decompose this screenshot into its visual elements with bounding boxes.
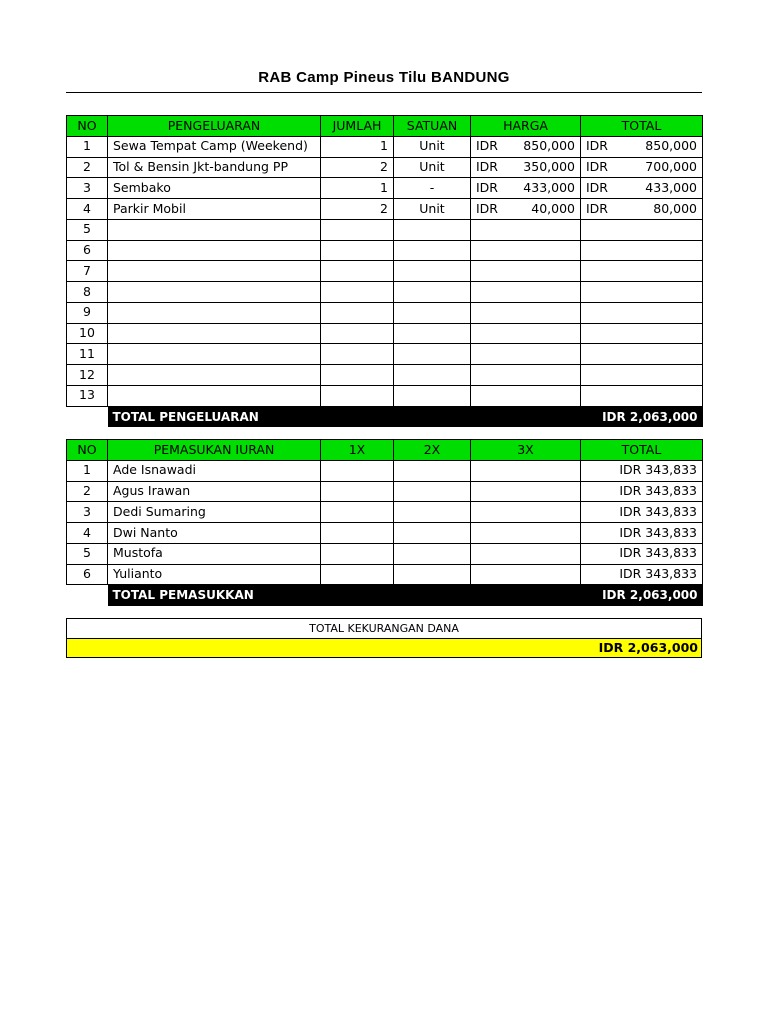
payment-1x — [321, 523, 394, 544]
income-total-label: TOTAL PEMASUKKAN — [108, 585, 581, 606]
row-number: 7 — [67, 261, 108, 282]
expense-total — [581, 323, 703, 344]
row-number: 9 — [67, 302, 108, 323]
contribution-total: IDR 343,833 — [581, 481, 703, 502]
payment-2x — [394, 481, 471, 502]
expense-qty — [321, 240, 394, 261]
expense-item: Parkir Mobil — [108, 199, 321, 220]
payment-1x — [321, 564, 394, 585]
payment-2x — [394, 460, 471, 481]
income-row — [67, 564, 703, 585]
expense-row — [67, 240, 703, 261]
contributor-name: Ade Isnawadi — [108, 460, 321, 481]
expense-row — [67, 178, 703, 199]
payment-1x — [321, 460, 394, 481]
expense-total — [581, 157, 703, 178]
header-3x: 3X — [471, 440, 581, 461]
payment-1x — [321, 502, 394, 523]
expense-row — [67, 199, 703, 220]
price-value: 433,000 — [523, 179, 575, 195]
expense-unit: Unit — [394, 136, 471, 157]
payment-2x — [394, 564, 471, 585]
expense-price — [471, 178, 581, 199]
income-total-value: IDR 2,063,000 — [581, 585, 703, 606]
expense-row — [67, 385, 703, 406]
expense-unit: Unit — [394, 157, 471, 178]
expense-unit — [394, 385, 471, 406]
payment-2x — [394, 502, 471, 523]
title-underline — [66, 92, 702, 93]
expense-row — [67, 323, 703, 344]
expense-item — [108, 323, 321, 344]
currency-label: IDR — [586, 159, 608, 175]
expense-price — [471, 302, 581, 323]
contributor-name: Agus Irawan — [108, 481, 321, 502]
currency-label: IDR — [476, 138, 498, 154]
expense-item: Sewa Tempat Camp (Weekend) — [108, 136, 321, 157]
expense-unit — [394, 302, 471, 323]
price-value: 40,000 — [531, 200, 575, 216]
expense-row — [67, 302, 703, 323]
row-number: 2 — [67, 481, 108, 502]
expense-total — [581, 344, 703, 365]
expense-item — [108, 240, 321, 261]
row-number: 5 — [67, 543, 108, 564]
row-number: 6 — [67, 240, 108, 261]
currency-label: IDR — [586, 179, 608, 195]
expense-qty: 1 — [321, 178, 394, 199]
expense-price — [471, 136, 581, 157]
document-title: RAB Camp Pineus Tilu BANDUNG — [258, 69, 510, 86]
contribution-total: IDR 343,833 — [581, 523, 703, 544]
expense-unit — [394, 282, 471, 303]
expense-item — [108, 282, 321, 303]
income-row — [67, 460, 703, 481]
row-number: 3 — [67, 178, 108, 199]
price-value: 350,000 — [523, 159, 575, 175]
expense-price — [471, 261, 581, 282]
expense-item — [108, 302, 321, 323]
expense-row — [67, 365, 703, 386]
header-no: NO — [67, 116, 108, 137]
expense-price — [471, 199, 581, 220]
total-value: 80,000 — [653, 200, 697, 216]
expense-item — [108, 365, 321, 386]
header-no: NO — [67, 440, 108, 461]
shortfall-box — [66, 618, 702, 658]
row-number: 8 — [67, 282, 108, 303]
total-value: 850,000 — [645, 138, 697, 154]
expense-item: Tol & Bensin Jkt-bandung PP — [108, 157, 321, 178]
currency-label: IDR — [476, 159, 498, 175]
expense-row — [67, 157, 703, 178]
header-unit: SATUAN — [394, 116, 471, 137]
expense-qty — [321, 385, 394, 406]
payment-3x — [471, 502, 581, 523]
expense-total — [581, 385, 703, 406]
expense-row — [67, 282, 703, 303]
expense-qty: 2 — [321, 157, 394, 178]
contributor-name: Dwi Nanto — [108, 523, 321, 544]
currency-label: IDR — [476, 200, 498, 216]
expense-unit — [394, 240, 471, 261]
expense-total — [581, 178, 703, 199]
header-price: HARGA — [471, 116, 581, 137]
expense-total — [581, 261, 703, 282]
expense-total — [581, 199, 703, 220]
expense-qty: 2 — [321, 199, 394, 220]
header-qty: JUMLAH — [321, 116, 394, 137]
contributor-name: Yulianto — [108, 564, 321, 585]
header-item: PEMASUKAN IURAN — [108, 440, 321, 461]
expense-price — [471, 240, 581, 261]
expense-row — [67, 344, 703, 365]
expense-unit — [394, 219, 471, 240]
currency-label: IDR — [586, 138, 608, 154]
expense-item — [108, 261, 321, 282]
expense-qty — [321, 323, 394, 344]
expense-total-label: TOTAL PENGELUARAN — [108, 406, 581, 427]
expense-price — [471, 385, 581, 406]
expense-row — [67, 219, 703, 240]
shortfall-label: TOTAL KEKURANGAN DANA — [67, 619, 701, 639]
row-number: 6 — [67, 564, 108, 585]
row-number: 3 — [67, 502, 108, 523]
expense-price — [471, 282, 581, 303]
header-2x: 2X — [394, 440, 471, 461]
expense-price — [471, 344, 581, 365]
header-1x: 1X — [321, 440, 394, 461]
row-number: 12 — [67, 365, 108, 386]
payment-1x — [321, 543, 394, 564]
expense-item — [108, 385, 321, 406]
expense-qty: 1 — [321, 136, 394, 157]
expense-unit: - — [394, 178, 471, 199]
expense-qty — [321, 282, 394, 303]
expense-unit — [394, 323, 471, 344]
expense-item: Sembako — [108, 178, 321, 199]
contribution-total: IDR 343,833 — [581, 543, 703, 564]
income-row — [67, 481, 703, 502]
row-number: 10 — [67, 323, 108, 344]
expense-qty — [321, 219, 394, 240]
spacer-cell — [67, 585, 108, 606]
contributor-name: Dedi Sumaring — [108, 502, 321, 523]
contributor-name: Mustofa — [108, 543, 321, 564]
row-number: 5 — [67, 219, 108, 240]
payment-1x — [321, 481, 394, 502]
expense-table — [66, 115, 703, 427]
expense-unit: Unit — [394, 199, 471, 220]
expense-header-row — [67, 116, 703, 137]
income-total-row — [67, 585, 703, 606]
expense-qty — [321, 302, 394, 323]
total-value: 433,000 — [645, 179, 697, 195]
expense-total-row — [67, 406, 703, 427]
expense-qty — [321, 261, 394, 282]
expense-total — [581, 302, 703, 323]
income-table — [66, 439, 703, 606]
row-number: 4 — [67, 199, 108, 220]
payment-3x — [471, 523, 581, 544]
header-item: PENGELUARAN — [108, 116, 321, 137]
expense-qty — [321, 365, 394, 386]
header-total: TOTAL — [581, 440, 703, 461]
expense-row — [67, 261, 703, 282]
expense-price — [471, 219, 581, 240]
expense-total — [581, 282, 703, 303]
contribution-total: IDR 343,833 — [581, 460, 703, 481]
income-header-row — [67, 440, 703, 461]
expense-unit — [394, 344, 471, 365]
expense-item — [108, 219, 321, 240]
row-number: 13 — [67, 385, 108, 406]
row-number: 4 — [67, 523, 108, 544]
expense-qty — [321, 344, 394, 365]
payment-3x — [471, 543, 581, 564]
shortfall-amount: IDR 2,063,000 — [67, 639, 701, 657]
expense-total — [581, 365, 703, 386]
price-value: 850,000 — [523, 138, 575, 154]
spacer-cell — [67, 406, 108, 427]
expense-total — [581, 240, 703, 261]
payment-3x — [471, 481, 581, 502]
total-value: 700,000 — [645, 159, 697, 175]
currency-label: IDR — [476, 179, 498, 195]
row-number: 1 — [67, 136, 108, 157]
contribution-total: IDR 343,833 — [581, 502, 703, 523]
row-number: 1 — [67, 460, 108, 481]
expense-price — [471, 157, 581, 178]
income-row — [67, 543, 703, 564]
expense-unit — [394, 365, 471, 386]
row-number: 2 — [67, 157, 108, 178]
payment-3x — [471, 460, 581, 481]
expense-unit — [394, 261, 471, 282]
payment-3x — [471, 564, 581, 585]
payment-2x — [394, 523, 471, 544]
expense-price — [471, 365, 581, 386]
expense-item — [108, 344, 321, 365]
income-row — [67, 523, 703, 544]
income-row — [67, 502, 703, 523]
expense-total — [581, 136, 703, 157]
payment-2x — [394, 543, 471, 564]
expense-total — [581, 219, 703, 240]
expense-total-value: IDR 2,063,000 — [581, 406, 703, 427]
row-number: 11 — [67, 344, 108, 365]
expense-price — [471, 323, 581, 344]
contribution-total: IDR 343,833 — [581, 564, 703, 585]
expense-row — [67, 136, 703, 157]
currency-label: IDR — [586, 200, 608, 216]
header-total: TOTAL — [581, 116, 703, 137]
